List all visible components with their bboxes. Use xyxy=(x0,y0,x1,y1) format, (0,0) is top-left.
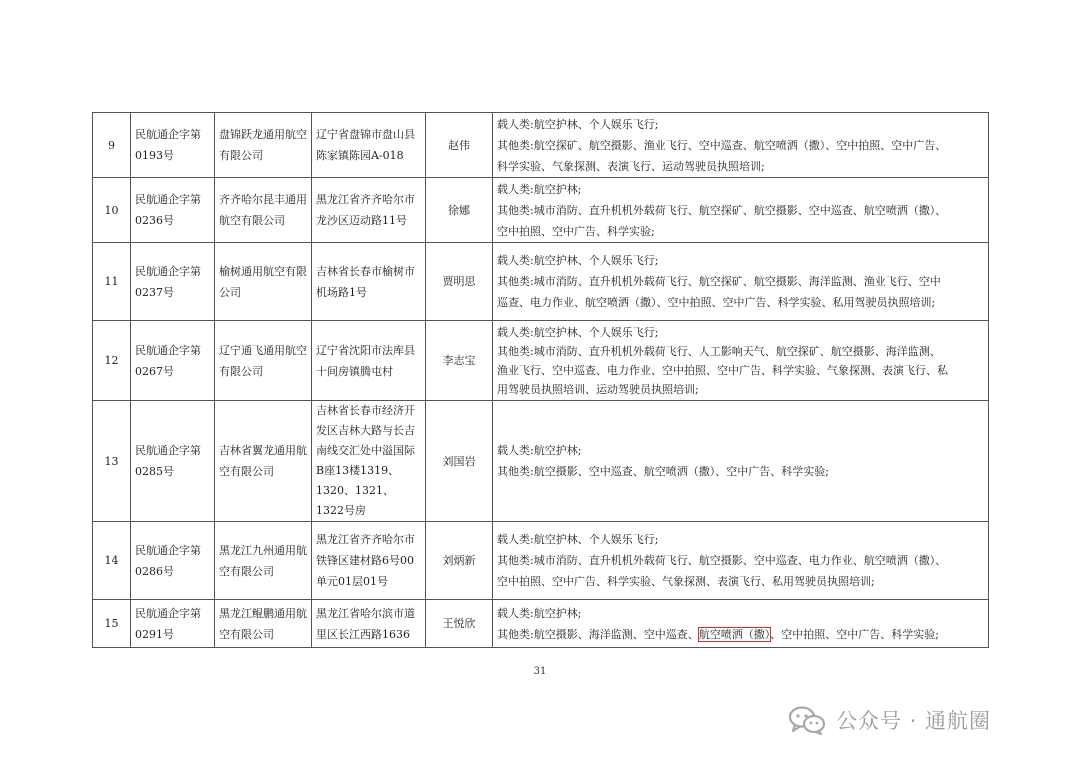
scope-line: 载人类:航空护林、个人娱乐飞行; xyxy=(497,533,659,546)
company-name: 榆树通用航空有限公司 xyxy=(215,243,312,321)
row-number: 13 xyxy=(93,401,131,522)
company-address: 辽宁省盘锦市盘山县陈家镇陈园A-018 xyxy=(312,113,426,178)
row-number: 11 xyxy=(93,243,131,321)
legal-representative: 刘国岩 xyxy=(426,401,493,522)
scope-line: 巡查、电力作业、航空喷洒（撒）、空中拍照、空中广告、科学实验、私用驾驶员执照培训; xyxy=(497,296,936,309)
scope-line: 其他类:城市消防、直升机机外载荷飞行、航空探矿、航空摄影、空中巡查、航空喷洒（撒）、 xyxy=(497,203,947,217)
row-number: 14 xyxy=(93,522,131,600)
scope-line: 载人类:航空护林; xyxy=(497,182,582,196)
scope-line: 科学实验、气象探测、表演飞行、运动驾驶员执照培训; xyxy=(497,159,765,173)
scope-line: 用驾驶员执照培训、运动驾驶员执照培训; xyxy=(497,382,699,396)
company-address: 辽宁省沈阳市法库县十间房镇腾屯村 xyxy=(312,321,426,401)
license-number: 民航通企字第0193号 xyxy=(131,113,215,178)
legal-representative: 贾明思 xyxy=(426,243,493,321)
business-scope xyxy=(493,321,989,401)
table-row xyxy=(93,600,989,648)
license-number: 民航通企字第0267号 xyxy=(131,321,215,401)
business-scope xyxy=(493,600,989,648)
company-name: 黑龙江九州通用航空有限公司 xyxy=(215,522,312,600)
company-name: 吉林省翼龙通用航空有限公司 xyxy=(215,401,312,522)
table-row xyxy=(93,243,989,321)
scope-line: 载人类:航空护林、个人娱乐飞行; xyxy=(497,254,659,267)
table-row xyxy=(93,522,989,600)
company-address: 黑龙江省齐齐哈尔市龙沙区迈动路11号 xyxy=(312,178,426,243)
company-name: 黑龙江鲲鹏通用航空有限公司 xyxy=(215,600,312,648)
table-row xyxy=(93,178,989,243)
table-row xyxy=(93,321,989,401)
legal-representative: 李志宝 xyxy=(426,321,493,401)
row-number: 9 xyxy=(93,113,131,178)
scope-text: 、空中拍照、空中广告、科学实验; xyxy=(770,627,939,641)
company-address: 黑龙江省哈尔滨市道里区长江西路1636 xyxy=(312,600,426,648)
scope-text: 其他类:航空摄影、海洋监测、空中巡查、 xyxy=(497,627,699,641)
scope-line: 其他类:城市消防、直升机机外载荷飞行、航空摄影、空中巡查、电力作业、航空喷洒（撒）、 xyxy=(497,554,947,567)
company-address: 吉林省长春市经济开发区吉林大路与长吉南线交汇处中溢国际B座13楼1319、1320、1321、1322号房 xyxy=(312,401,426,522)
business-scope xyxy=(493,522,989,600)
table-row xyxy=(93,401,989,522)
table-row xyxy=(93,113,989,178)
company-name: 盘锦跃龙通用航空有限公司 xyxy=(215,113,312,178)
scope-line: 其他类:航空摄影、空中巡查、航空喷洒（撒）、空中广告、科学实验; xyxy=(497,465,829,478)
row-number: 10 xyxy=(93,178,131,243)
scope-line: 载人类:航空护林、个人娱乐飞行; xyxy=(497,325,659,339)
license-number: 民航通企字第0286号 xyxy=(131,522,215,600)
row-number: 12 xyxy=(93,321,131,401)
company-table xyxy=(92,112,989,648)
watermark-text: 公众号 · 通航圈 xyxy=(836,709,992,733)
license-number: 民航通企字第0237号 xyxy=(131,243,215,321)
legal-representative: 王悦欣 xyxy=(426,600,493,648)
wechat-icon xyxy=(788,705,826,735)
license-number: 民航通企字第0236号 xyxy=(131,178,215,243)
scope-line: 空中拍照、空中广告、科学实验; xyxy=(497,224,655,238)
business-scope xyxy=(493,178,989,243)
scope-line: 载人类:航空护林、个人娱乐飞行; xyxy=(497,117,659,131)
scope-line: 其他类:城市消防、直升机机外载荷飞行、航空探矿、航空摄影、海洋监测、渔业飞行、空中 xyxy=(497,275,941,288)
company-address: 吉林省长春市榆树市机场路1号 xyxy=(312,243,426,321)
watermark xyxy=(788,702,991,738)
scope-line: 空中拍照、空中广告、科学实验、气象探测、表演飞行、私用驾驶员执照培训; xyxy=(497,575,875,588)
legal-representative: 徐娜 xyxy=(426,178,493,243)
legal-representative: 刘炳新 xyxy=(426,522,493,600)
page-number: 31 xyxy=(533,666,547,677)
scope-line: 载人类:航空护林; xyxy=(497,444,582,457)
row-number: 15 xyxy=(93,600,131,648)
business-scope xyxy=(493,243,989,321)
company-name: 辽宁通飞通用航空有限公司 xyxy=(215,321,312,401)
scope-line: 其他类:城市消防、直升机机外载荷飞行、人工影响天气、航空探矿、航空摄影、海洋监测、 xyxy=(497,344,941,358)
business-scope xyxy=(493,113,989,178)
highlighted-scope-item: 航空喷洒（撒） xyxy=(698,627,771,641)
legal-representative: 赵伟 xyxy=(426,113,493,178)
license-number: 民航通企字第0291号 xyxy=(131,600,215,648)
company-address: 黑龙江省齐齐哈尔市铁锋区建材路6号00单元01层01号 xyxy=(312,522,426,600)
scope-line: 渔业飞行、空中巡查、电力作业、空中拍照、空中广告、科学实验、气象探测、表演飞行、私 xyxy=(497,363,948,377)
scope-line: 载人类:航空护林; xyxy=(497,606,582,620)
company-name: 齐齐哈尔昆丰通用航空有限公司 xyxy=(215,178,312,243)
scope-line xyxy=(497,624,984,645)
license-number: 民航通企字第0285号 xyxy=(131,401,215,522)
business-scope xyxy=(493,401,989,522)
scope-line: 其他类:航空探矿、航空摄影、渔业飞行、空中巡查、航空喷洒（撒）、空中拍照、空中广告、 xyxy=(497,138,947,152)
